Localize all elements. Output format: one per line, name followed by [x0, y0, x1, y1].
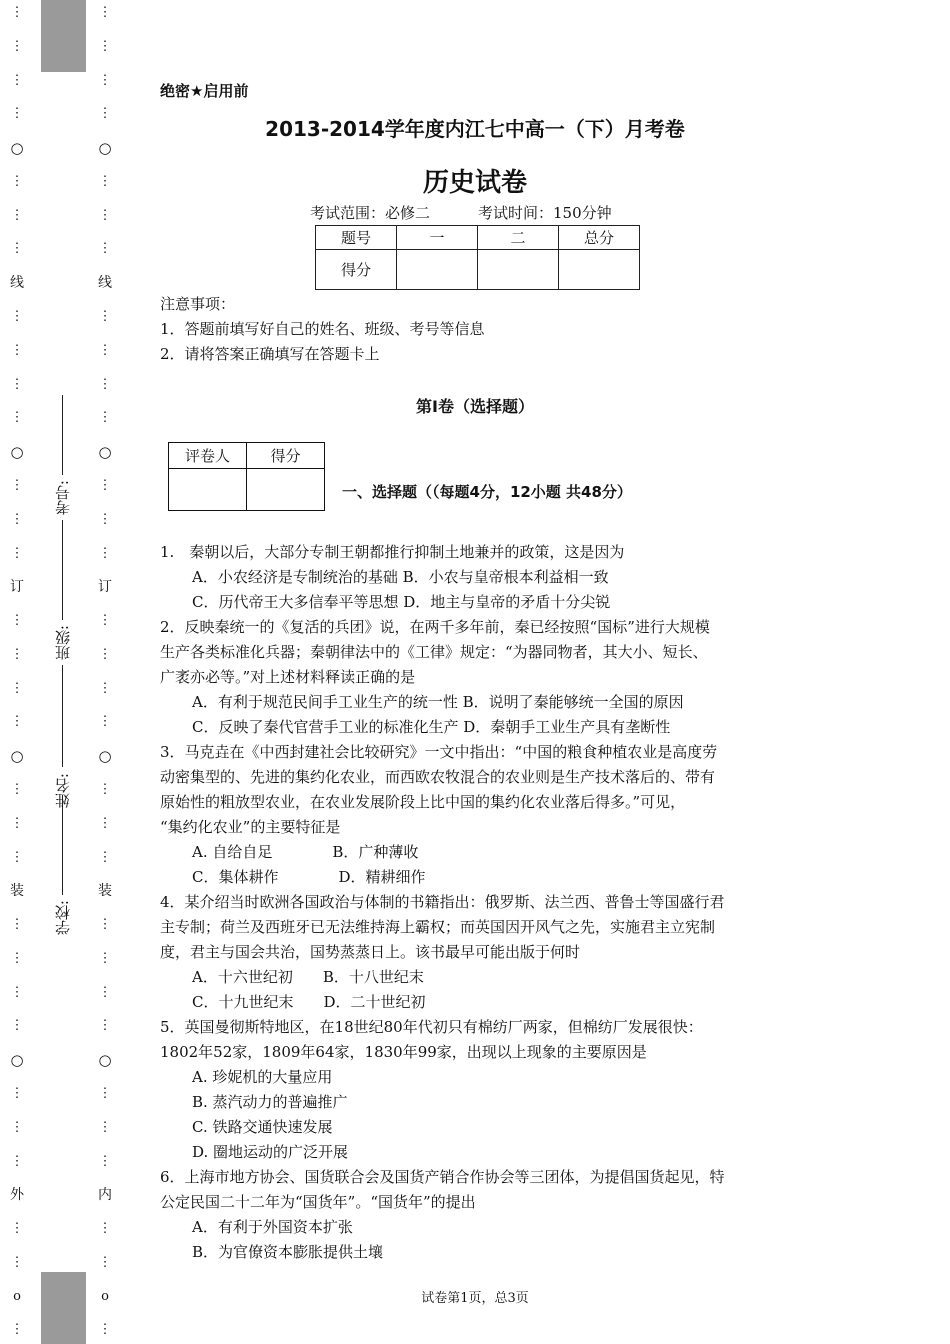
- binding-circle: ○: [10, 1051, 24, 1070]
- question-option: A．有利于规范民间手工业生产的统一性 B．说明了秦能够统一全国的原因: [192, 693, 684, 711]
- exam-scope: 考试范围：必修二: [310, 204, 431, 222]
- binding-bottom-mark: o: [101, 1288, 109, 1304]
- student-info-fields: [52, 395, 72, 955]
- question-stem: 1. 秦朝以后，大部分专制王朝都推行抑制土地兼并的政策，这是因为: [160, 543, 625, 561]
- question-6: [160, 1165, 725, 1265]
- grader-score-cell: [247, 469, 325, 511]
- question-option: C. 铁路交通快速发展: [192, 1118, 333, 1136]
- binding-circle: ○: [10, 443, 24, 462]
- question-option: C．十九世纪末 D．二十世纪初: [192, 993, 426, 1011]
- question-2: [160, 615, 725, 740]
- exam-info: [310, 202, 612, 223]
- binding-gray-block-bottom: [41, 1272, 86, 1344]
- outer-outside-label: 外: [10, 1187, 24, 1204]
- outer-bind-label: 订: [10, 579, 24, 596]
- score-cell: [559, 250, 640, 290]
- binding-circle: ○: [98, 747, 112, 766]
- question-option: A. 珍妮机的大量应用: [192, 1068, 333, 1086]
- question-stem: 6．上海市地方协会、国货联合会及国货产销合作协会等三团体，为提倡国货起见，特: [160, 1168, 725, 1186]
- notes-item: 2．请将答案正确填写在答题卡上: [160, 345, 380, 363]
- question-3: [160, 740, 725, 890]
- question-list: [160, 540, 725, 1265]
- question-stem: 1802年52家，1809年64家，1830年99家，出现以上现象的主要原因是: [160, 1043, 647, 1061]
- class-blank-line: [62, 520, 63, 620]
- subject-title: 历史试卷: [422, 168, 527, 198]
- score-cell: [397, 250, 478, 290]
- question-stem: 广袤亦必等。”对上述材料释读正确的是: [160, 668, 416, 686]
- binding-circle: ○: [10, 139, 24, 158]
- question-option: D. 圈地运动的广泛开展: [192, 1143, 349, 1161]
- inner-line-label: 线: [98, 275, 112, 292]
- question-stem: 公定民国二十二年为“国货年”。“国货年”的提出: [160, 1193, 476, 1211]
- score-table: [315, 225, 640, 290]
- question-stem: 2．反映秦统一的《复活的兵团》说，在两千多年前，秦已经按照“国标”进行大规模: [160, 618, 710, 636]
- notes-title: 注意事项：: [160, 295, 236, 313]
- question-1: [160, 540, 725, 615]
- question-stem: “集约化农业”的主要特征是: [160, 818, 341, 836]
- score-header-cell: 一: [397, 226, 478, 250]
- question-stem: 动密集型的、先进的集约化农业，而西欧农牧混合的农业则是生产技术落后的、带有: [160, 768, 716, 786]
- question-option: C．历代帝王大多信奉平等思想 D．地主与皇帝的矛盾十分尖锐: [192, 593, 611, 611]
- part-title: 第I卷（选择题）: [416, 397, 534, 416]
- question-option: A. 自给自足 B．广种薄收: [192, 843, 419, 861]
- name-blank-line: [62, 665, 63, 767]
- question-stem: 度，君主与国会共治，国势蒸蒸日上。该书最早可能出版于何时: [160, 943, 581, 961]
- score-cell: [478, 250, 559, 290]
- question-option: B. 蒸汽动力的普遍推广: [192, 1093, 348, 1111]
- question-option: A．有利于外国资本扩张: [192, 1218, 353, 1236]
- class-label: 班级:: [54, 625, 72, 661]
- question-option: A．小农经济是专制统治的基础 B．小农与皇帝根本利益相一致: [192, 568, 609, 586]
- inner-binding-gutter: ⋮ ⋮ ⋮ ⋮ ○ ⋮ ⋮ ⋮ 线 ⋮ ⋮ ⋮ ⋮ ○ ⋮ ⋮ ⋮ 订 ⋮ ⋮ ⋮ ⋮ ○ ⋮ ⋮ ⋮ 装 ⋮ ⋮ ⋮ ⋮ ○ ⋮ ⋮ ⋮ 内 ⋮ ⋮ o ⋮: [98, 5, 112, 1338]
- question-stem: 5．英国曼彻斯特地区，在18世纪80年代初只有棉纺厂两家，但棉纺厂发展很快：: [160, 1018, 703, 1036]
- score-header-cell: 二: [478, 226, 559, 250]
- binding-gray-block-top: [41, 0, 86, 72]
- binding-circle: ○: [10, 747, 24, 766]
- binding-circle: ○: [98, 139, 112, 158]
- question-option: C．反映了秦代官营手工业的标准化生产 D．秦朝手工业生产具有垄断性: [192, 718, 671, 736]
- question-option: C．集体耕作 D．精耕细作: [192, 868, 426, 886]
- binding-circle: ○: [98, 1051, 112, 1070]
- outer-binding-gutter: ⋮ ⋮ ⋮ ⋮ ○ ⋮ ⋮ ⋮ 线 ⋮ ⋮ ⋮ ⋮ ○ ⋮ ⋮ ⋮ 订 ⋮ ⋮ ⋮ ⋮ ○ ⋮ ⋮ ⋮ 装 ⋮ ⋮ ⋮ ⋮ ○ ⋮ ⋮ ⋮ 外 ⋮ ⋮ o ⋮: [10, 5, 24, 1338]
- exam-number-label: 考号:: [54, 480, 72, 516]
- grader-table: [168, 442, 325, 511]
- question-5: [160, 1015, 725, 1165]
- page-footer: 试卷第1页，总3页: [421, 1291, 529, 1306]
- question-4: [160, 890, 725, 1015]
- exam-time: 考试时间：150分钟: [478, 204, 612, 222]
- inner-staple-label: 装: [98, 883, 112, 900]
- grader-score-label: 得分: [247, 443, 325, 469]
- inner-bind-label: 订: [98, 579, 112, 596]
- notes: [160, 292, 485, 367]
- binding-bottom-mark: o: [13, 1288, 21, 1304]
- outer-line-label: 线: [10, 275, 24, 292]
- grader-cell: [169, 469, 247, 511]
- question-stem: 主专制；荷兰及西班牙已无法维持海上霸权；而英国因开风气之先，实施君主立宪制: [160, 918, 716, 936]
- question-stem: 3．马克垚在《中西封建社会比较研究》一文中指出：“中国的粮食种植农业是高度劳: [160, 743, 718, 761]
- binding-circle: ○: [98, 443, 112, 462]
- outer-staple-label: 装: [10, 883, 24, 900]
- school-blank-line: [62, 795, 63, 895]
- score-row-label: 得分: [316, 250, 397, 290]
- exam-title: 2013-2014学年度内江七中高一（下）月考卷: [265, 117, 685, 141]
- question-stem: 生产各类标准化兵器；秦朝律法中的《工律》规定：“为器同物者，其大小、短长、: [160, 643, 708, 661]
- secret-mark: 绝密★启用前: [160, 82, 249, 100]
- section-title: 一、选择题（（每题4分，12小题 共48分）: [342, 483, 632, 501]
- score-header-cell: 总分: [559, 226, 640, 250]
- notes-item: 1．答题前填写好自己的姓名、班级、考号等信息: [160, 320, 485, 338]
- school-label: 学校:: [54, 900, 72, 936]
- question-option: B．为官僚资本膨胀提供土壤: [192, 1243, 384, 1261]
- question-stem: 4．某介绍当时欧洲各国政治与体制的书籍指出：俄罗斯、法兰西、普鲁士等国盛行君: [160, 893, 725, 911]
- question-stem: 原始性的粗放型农业，在农业发展阶段上比中国的集约化农业落后得多。”可见，: [160, 793, 686, 811]
- score-header-cell: 题号: [316, 226, 397, 250]
- inner-inside-label: 内: [98, 1187, 112, 1204]
- name-label: 姓名:: [54, 773, 72, 809]
- question-option: A．十六世纪初 B．十八世纪末: [192, 968, 424, 986]
- grader-label: 评卷人: [169, 443, 247, 469]
